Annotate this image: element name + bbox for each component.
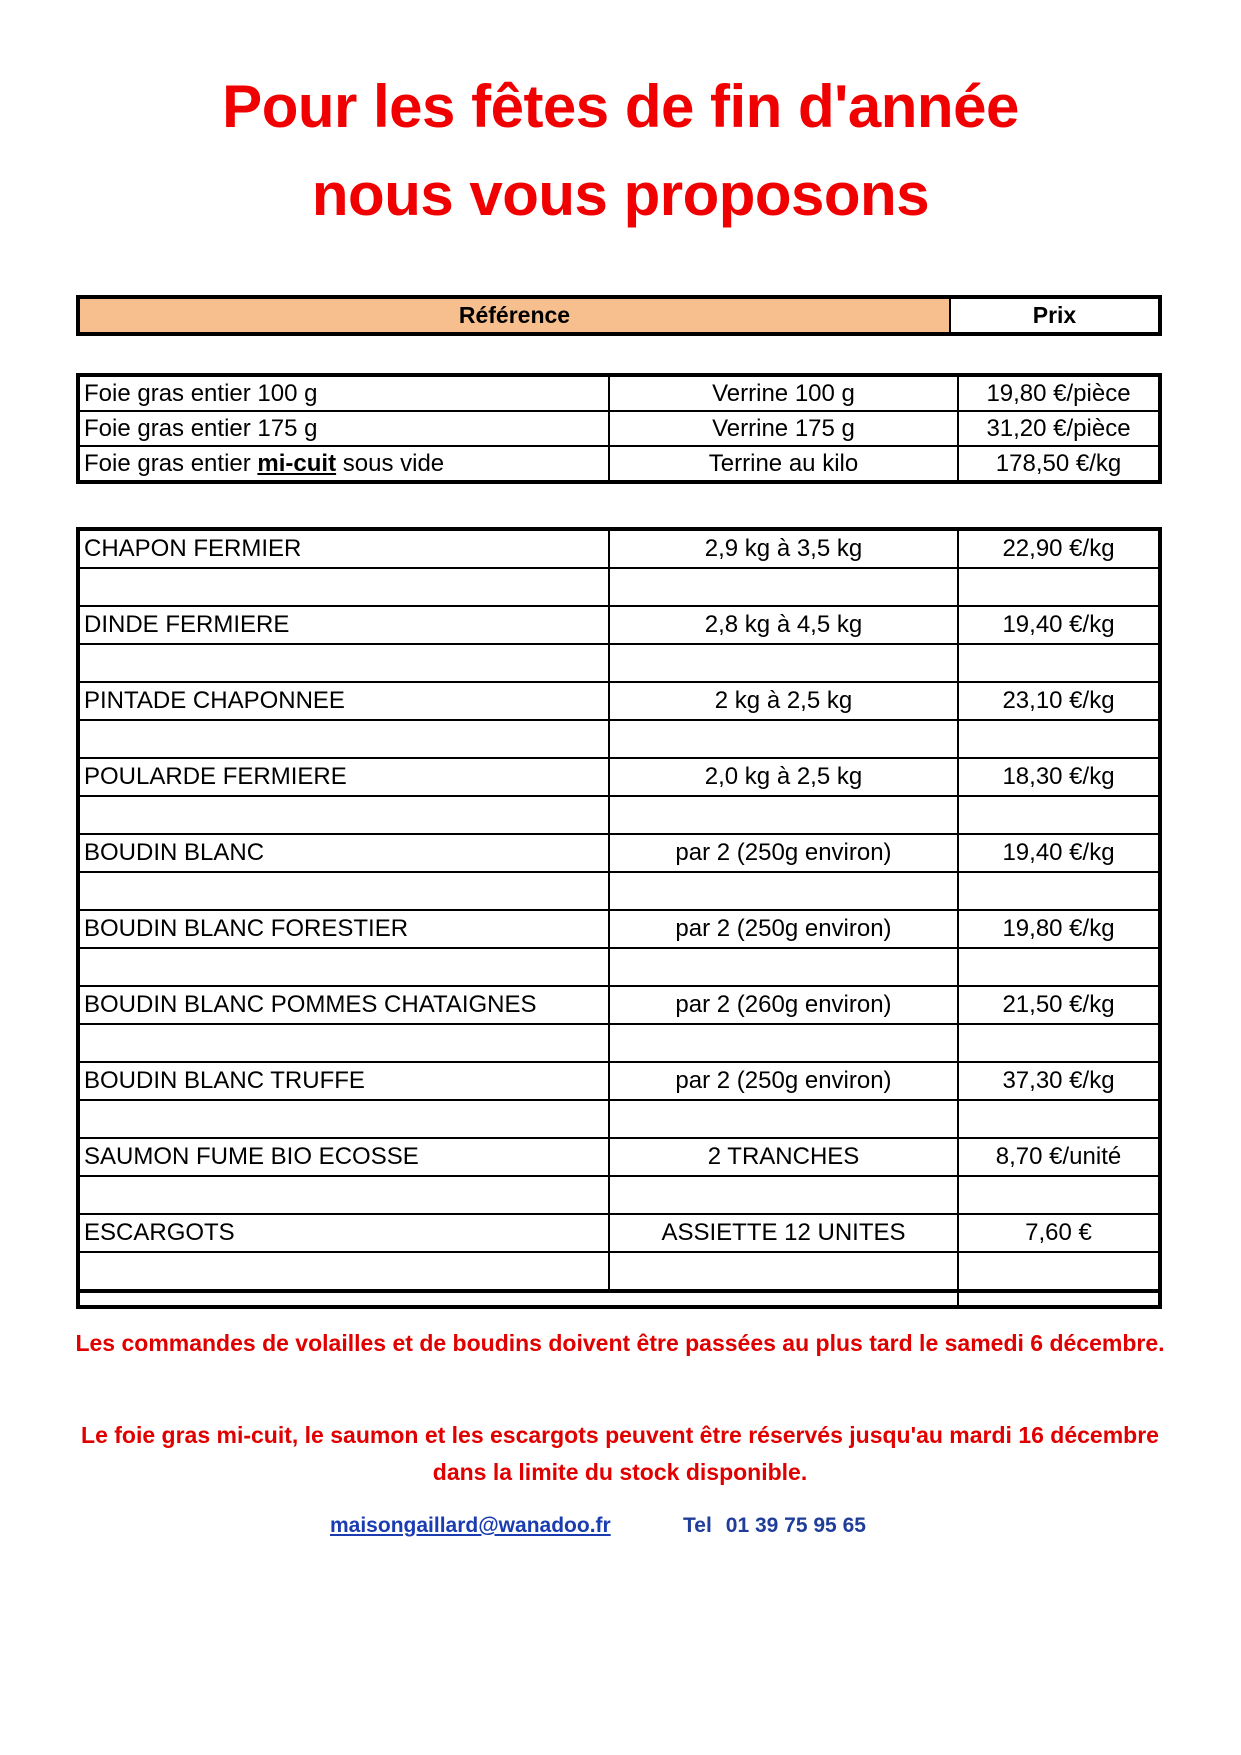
product-row (78, 758, 1160, 796)
empty-row (78, 644, 1160, 682)
empty-row (78, 1252, 1160, 1291)
empty-cell (78, 644, 609, 682)
empty-row (78, 948, 1160, 986)
empty-cell (609, 720, 958, 758)
product-format: 2,9 kg à 3,5 kg (609, 529, 958, 568)
empty-cell (609, 644, 958, 682)
empty-cell (78, 568, 609, 606)
empty-cell (609, 796, 958, 834)
empty-cell (78, 720, 609, 758)
product-price: 23,10 €/kg (958, 682, 1160, 720)
product-row (78, 1138, 1160, 1176)
products-table (76, 527, 1162, 1309)
product-price: 18,30 €/kg (958, 758, 1160, 796)
product-format: 2 TRANCHES (609, 1138, 958, 1176)
product-name: BOUDIN BLANC (78, 834, 609, 872)
empty-cell (958, 1291, 1160, 1307)
product-row (78, 1214, 1160, 1252)
order-deadline-note: Les commandes de volailles et de boudins doivent être passées au plus tard le samedi 6 décembre. (75, 1330, 1165, 1356)
empty-row (78, 796, 1160, 834)
product-price: 19,40 €/kg (958, 834, 1160, 872)
empty-cell (78, 1100, 609, 1138)
product-row (78, 682, 1160, 720)
product-name (78, 446, 609, 482)
product-format: Verrine 175 g (609, 411, 958, 446)
reference-header: Référence (78, 297, 950, 334)
product-name: BOUDIN BLANC TRUFFE (78, 1062, 609, 1100)
product-name (78, 411, 609, 446)
empty-cell (958, 644, 1160, 682)
empty-cell (78, 872, 609, 910)
product-format: 2,0 kg à 2,5 kg (609, 758, 958, 796)
product-name: SAUMON FUME BIO ECOSSE (78, 1138, 609, 1176)
empty-row (78, 1024, 1160, 1062)
foie-gras-row (78, 411, 1160, 446)
empty-cell (958, 948, 1160, 986)
product-format: Terrine au kilo (609, 446, 958, 482)
product-name: POULARDE FERMIERE (78, 758, 609, 796)
product-price: 178,50 €/kg (958, 446, 1160, 482)
empty-row (78, 1100, 1160, 1138)
product-name: CHAPON FERMIER (78, 529, 609, 568)
empty-row (78, 720, 1160, 758)
empty-cell (609, 872, 958, 910)
product-price: 7,60 € (958, 1214, 1160, 1252)
empty-cell (78, 796, 609, 834)
empty-cell (958, 1176, 1160, 1214)
product-name-text: Foie gras entier 100 g (84, 379, 318, 407)
product-price: 31,20 €/pièce (958, 411, 1160, 446)
product-price: 21,50 €/kg (958, 986, 1160, 1024)
empty-cell (958, 1024, 1160, 1062)
product-row (78, 834, 1160, 872)
product-price: 19,80 €/pièce (958, 375, 1160, 411)
empty-cell (78, 1024, 609, 1062)
empty-cell (609, 948, 958, 986)
page-title-line-1: Pour les fêtes de fin d'année (222, 73, 1019, 140)
product-format: par 2 (260g environ) (609, 986, 958, 1024)
page-title-line-2: nous vous proposons (311, 161, 930, 228)
product-price: 8,70 €/unité (958, 1138, 1160, 1176)
price-header: Prix (950, 297, 1160, 334)
empty-cell (78, 1176, 609, 1214)
product-price: 22,90 €/kg (958, 529, 1160, 568)
empty-cell (78, 1252, 609, 1291)
product-name: ESCARGOTS (78, 1214, 609, 1252)
product-name-text: Foie gras entier 175 g (84, 414, 318, 442)
product-name: BOUDIN BLANC POMMES CHATAIGNES (78, 986, 609, 1024)
empty-row (78, 1176, 1160, 1214)
empty-cell (609, 1024, 958, 1062)
product-format: 2,8 kg à 4,5 kg (609, 606, 958, 644)
empty-cell (958, 568, 1160, 606)
product-row (78, 910, 1160, 948)
column-header-table (76, 295, 1162, 336)
product-name-emphasis: mi-cuit (257, 449, 337, 477)
empty-cell (958, 1252, 1160, 1291)
foie-gras-table (76, 373, 1162, 484)
empty-cell (609, 568, 958, 606)
empty-cell (609, 1100, 958, 1138)
product-name-suffix: sous vide (336, 449, 445, 477)
reservation-note: Le foie gras mi-cuit, le saumon et les escargots peuvent être réservés jusqu'au mardi 16 décembre dans la limite du stock disponible. (81, 1422, 1159, 1485)
product-format: par 2 (250g environ) (609, 910, 958, 948)
tel-number: 01 39 75 95 65 (725, 1514, 866, 1537)
product-row (78, 1062, 1160, 1100)
product-format: 2 kg à 2,5 kg (609, 682, 958, 720)
product-format: par 2 (250g environ) (609, 834, 958, 872)
product-row (78, 606, 1160, 644)
foie-gras-row (78, 446, 1160, 482)
empty-cell (78, 1291, 958, 1307)
empty-cell (958, 796, 1160, 834)
product-format: ASSIETTE 12 UNITES (609, 1214, 958, 1252)
product-row (78, 986, 1160, 1024)
tel-label: Tel (683, 1514, 712, 1537)
product-name: BOUDIN BLANC FORESTIER (78, 910, 609, 948)
product-name-text: Foie gras entier (84, 449, 258, 477)
product-format: par 2 (250g environ) (609, 1062, 958, 1100)
email-link[interactable]: maisongaillard@wanadoo.fr (330, 1514, 611, 1537)
empty-cell (78, 948, 609, 986)
product-name: DINDE FERMIERE (78, 606, 609, 644)
column-header-row (78, 297, 1160, 334)
foie-gras-row (78, 375, 1160, 411)
empty-cell (609, 1252, 958, 1291)
phone-contact (683, 1514, 880, 1538)
product-row (78, 529, 1160, 568)
empty-cell (609, 1176, 958, 1214)
empty-cell (958, 872, 1160, 910)
product-format: Verrine 100 g (609, 375, 958, 411)
empty-cell (958, 1100, 1160, 1138)
product-price: 19,40 €/kg (958, 606, 1160, 644)
table-end-row (78, 1291, 1160, 1307)
empty-row (78, 872, 1160, 910)
product-price: 19,80 €/kg (958, 910, 1160, 948)
product-name: PINTADE CHAPONNEE (78, 682, 609, 720)
empty-cell (958, 720, 1160, 758)
empty-row (78, 568, 1160, 606)
product-name (78, 375, 609, 411)
product-price: 37,30 €/kg (958, 1062, 1160, 1100)
